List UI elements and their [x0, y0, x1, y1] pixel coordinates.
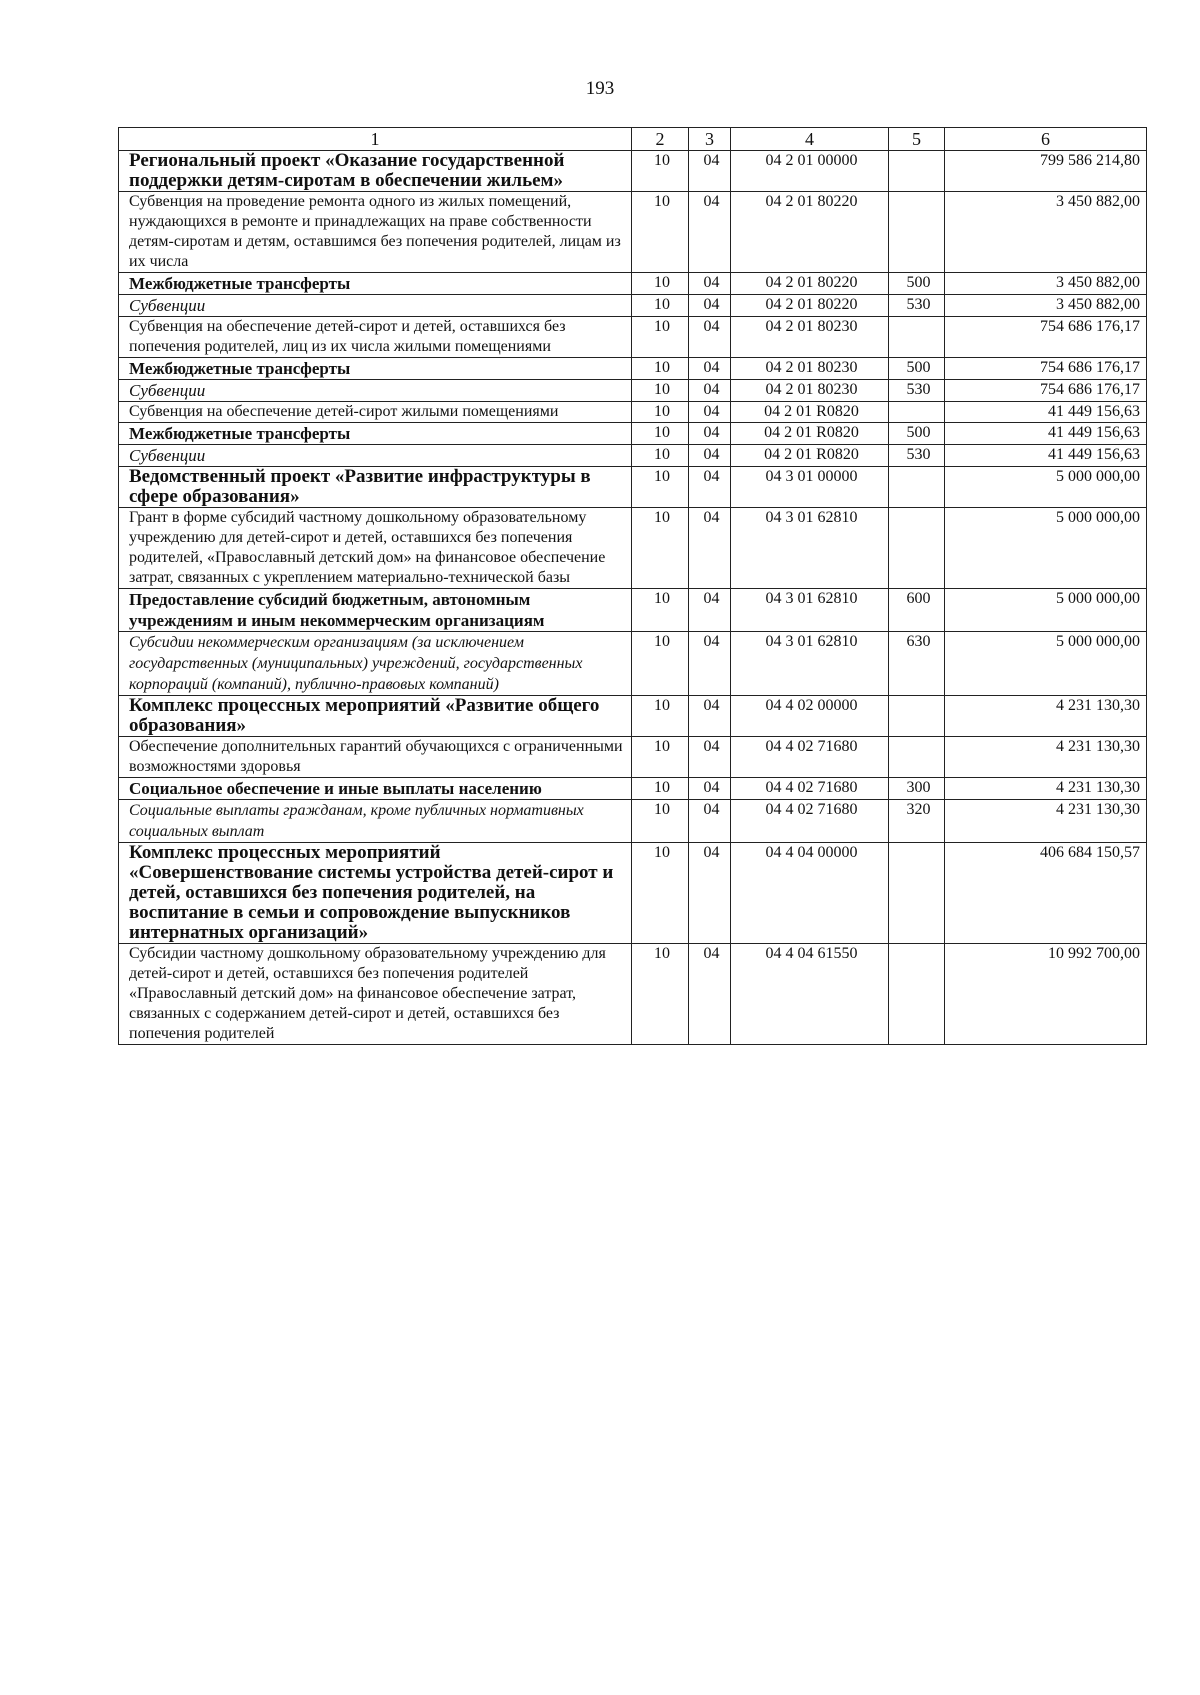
subsection-code: 04 — [689, 944, 731, 1045]
section-code: 10 — [632, 944, 689, 1045]
section-code: 10 — [632, 778, 689, 800]
expense-type-code: 530 — [889, 445, 945, 467]
table-row — [119, 589, 1147, 632]
row-name: Предоставление субсидий бюджетным, автономным учреждениям и иным некоммерческим организациям — [119, 589, 632, 632]
expense-type-code — [889, 467, 945, 508]
row-name: Региональный проект «Оказание государственной поддержки детям-сиротам в обеспечении жильем» — [119, 151, 632, 192]
expense-type-code: 500 — [889, 273, 945, 295]
section-code: 10 — [632, 467, 689, 508]
target-article-code: 04 2 01 R0820 — [731, 445, 889, 467]
row-name: Комплекс процессных мероприятий «Совершенствование системы устройства детей-сирот и детей, оставшихся без попечения родителей, на воспитание в семьи и сопровождение выпускников интернатных организаций» — [119, 843, 632, 944]
table-row — [119, 467, 1147, 508]
target-article-code: 04 2 01 R0820 — [731, 423, 889, 445]
amount: 41 449 156,63 — [945, 402, 1147, 423]
subsection-code: 04 — [689, 192, 731, 273]
page-number: 193 — [585, 78, 615, 99]
amount: 754 686 176,17 — [945, 317, 1147, 358]
amount: 3 450 882,00 — [945, 192, 1147, 273]
target-article-code: 04 3 01 00000 — [731, 467, 889, 508]
table-row — [119, 380, 1147, 402]
subsection-code: 04 — [689, 508, 731, 589]
row-name: Субвенция на проведение ремонта одного из жилых помещений, нуждающихся в ремонте и принадлежащих на праве собственности детям-сиротам и детям, оставшимся без попечения родителей, лицам из их числа — [119, 192, 632, 273]
expense-type-code — [889, 317, 945, 358]
amount: 799 586 214,80 — [945, 151, 1147, 192]
amount: 5 000 000,00 — [945, 589, 1147, 632]
expense-type-code: 300 — [889, 778, 945, 800]
target-article-code: 04 3 01 62810 — [731, 589, 889, 632]
amount: 4 231 130,30 — [945, 800, 1147, 843]
expense-type-code — [889, 944, 945, 1045]
table-row — [119, 944, 1147, 1045]
table-row — [119, 843, 1147, 944]
amount: 754 686 176,17 — [945, 358, 1147, 380]
target-article-code: 04 2 01 80220 — [731, 192, 889, 273]
section-code: 10 — [632, 843, 689, 944]
column-header: 2 — [632, 128, 689, 151]
target-article-code: 04 2 01 00000 — [731, 151, 889, 192]
table-row — [119, 445, 1147, 467]
expense-type-code — [889, 508, 945, 589]
subsection-code: 04 — [689, 778, 731, 800]
amount: 754 686 176,17 — [945, 380, 1147, 402]
target-article-code: 04 2 01 80230 — [731, 317, 889, 358]
subsection-code: 04 — [689, 589, 731, 632]
amount: 3 450 882,00 — [945, 295, 1147, 317]
expense-type-code — [889, 402, 945, 423]
column-header: 4 — [731, 128, 889, 151]
section-code: 10 — [632, 151, 689, 192]
table-row — [119, 295, 1147, 317]
table-row — [119, 737, 1147, 778]
subsection-code: 04 — [689, 843, 731, 944]
amount: 5 000 000,00 — [945, 632, 1147, 696]
section-code: 10 — [632, 358, 689, 380]
subsection-code: 04 — [689, 358, 731, 380]
table-row — [119, 508, 1147, 589]
section-code: 10 — [632, 380, 689, 402]
row-name: Ведомственный проект «Развитие инфраструктуры в сфере образования» — [119, 467, 632, 508]
table-row — [119, 151, 1147, 192]
amount: 3 450 882,00 — [945, 273, 1147, 295]
row-name: Межбюджетные трансферты — [119, 423, 632, 445]
amount: 5 000 000,00 — [945, 508, 1147, 589]
subsection-code: 04 — [689, 151, 731, 192]
row-name: Комплекс процессных мероприятий «Развитие общего образования» — [119, 696, 632, 737]
section-code: 10 — [632, 800, 689, 843]
amount: 4 231 130,30 — [945, 778, 1147, 800]
amount: 406 684 150,57 — [945, 843, 1147, 944]
amount: 5 000 000,00 — [945, 467, 1147, 508]
section-code: 10 — [632, 445, 689, 467]
target-article-code: 04 4 04 61550 — [731, 944, 889, 1045]
row-name: Социальные выплаты гражданам, кроме публичных нормативных социальных выплат — [119, 800, 632, 843]
subsection-code: 04 — [689, 295, 731, 317]
amount: 41 449 156,63 — [945, 445, 1147, 467]
target-article-code: 04 4 02 71680 — [731, 737, 889, 778]
subsection-code: 04 — [689, 380, 731, 402]
row-name: Обеспечение дополнительных гарантий обучающихся с ограниченными возможностями здоровья — [119, 737, 632, 778]
expense-type-code: 500 — [889, 358, 945, 380]
table-row — [119, 632, 1147, 696]
budget-table — [118, 127, 1147, 1045]
section-code: 10 — [632, 317, 689, 358]
section-code: 10 — [632, 696, 689, 737]
target-article-code: 04 4 04 00000 — [731, 843, 889, 944]
section-code: 10 — [632, 423, 689, 445]
table-row — [119, 800, 1147, 843]
column-header: 6 — [945, 128, 1147, 151]
table-row — [119, 423, 1147, 445]
expense-type-code: 530 — [889, 380, 945, 402]
expense-type-code: 320 — [889, 800, 945, 843]
row-name: Субвенция на обеспечение детей-сирот и детей, оставшихся без попечения родителей, лиц из их числа жилыми помещениями — [119, 317, 632, 358]
column-header: 5 — [889, 128, 945, 151]
table-row — [119, 696, 1147, 737]
expense-type-code — [889, 696, 945, 737]
row-name: Социальное обеспечение и иные выплаты населению — [119, 778, 632, 800]
subsection-code: 04 — [689, 467, 731, 508]
target-article-code: 04 2 01 R0820 — [731, 402, 889, 423]
expense-type-code: 600 — [889, 589, 945, 632]
row-name: Субвенции — [119, 445, 632, 467]
table-row — [119, 317, 1147, 358]
table-row — [119, 358, 1147, 380]
target-article-code: 04 4 02 00000 — [731, 696, 889, 737]
section-code: 10 — [632, 192, 689, 273]
target-article-code: 04 3 01 62810 — [731, 508, 889, 589]
expense-type-code — [889, 737, 945, 778]
table-row — [119, 402, 1147, 423]
row-name: Межбюджетные трансферты — [119, 358, 632, 380]
table-row — [119, 778, 1147, 800]
row-name: Грант в форме субсидий частному дошкольному образовательному учреждению для детей-сирот и детей, оставшихся без попечения родителей, «Православный детский дом» на финансовое обеспечение затрат, связанных с укреплением материально-технической базы — [119, 508, 632, 589]
amount: 4 231 130,30 — [945, 737, 1147, 778]
expense-type-code — [889, 151, 945, 192]
section-code: 10 — [632, 632, 689, 696]
expense-type-code: 530 — [889, 295, 945, 317]
row-name: Субвенции — [119, 380, 632, 402]
target-article-code: 04 3 01 62810 — [731, 632, 889, 696]
section-code: 10 — [632, 508, 689, 589]
row-name: Субвенции — [119, 295, 632, 317]
subsection-code: 04 — [689, 423, 731, 445]
target-article-code: 04 4 02 71680 — [731, 778, 889, 800]
subsection-code: 04 — [689, 317, 731, 358]
column-header: 3 — [689, 128, 731, 151]
table-row — [119, 273, 1147, 295]
section-code: 10 — [632, 273, 689, 295]
target-article-code: 04 2 01 80230 — [731, 380, 889, 402]
subsection-code: 04 — [689, 632, 731, 696]
row-name: Субсидии некоммерческим организациям (за исключением государственных (муниципальных) учреждений, государственных корпораций (компаний), публично-правовых компаний) — [119, 632, 632, 696]
expense-type-code — [889, 192, 945, 273]
subsection-code: 04 — [689, 800, 731, 843]
row-name: Субсидии частному дошкольному образовательному учреждению для детей-сирот и детей, оставшихся без попечения родителей «Православный детский дом» на финансовое обеспечение затрат, связанных с содержанием детей-сирот и детей, оставшихся без попечения родителей — [119, 944, 632, 1045]
row-name: Межбюджетные трансферты — [119, 273, 632, 295]
subsection-code: 04 — [689, 273, 731, 295]
table-row — [119, 192, 1147, 273]
header-row — [119, 128, 1147, 151]
expense-type-code: 630 — [889, 632, 945, 696]
target-article-code: 04 2 01 80220 — [731, 273, 889, 295]
row-name: Субвенция на обеспечение детей-сирот жилыми помещениями — [119, 402, 632, 423]
subsection-code: 04 — [689, 696, 731, 737]
expense-type-code — [889, 843, 945, 944]
amount: 4 231 130,30 — [945, 696, 1147, 737]
target-article-code: 04 4 02 71680 — [731, 800, 889, 843]
amount: 41 449 156,63 — [945, 423, 1147, 445]
subsection-code: 04 — [689, 402, 731, 423]
subsection-code: 04 — [689, 445, 731, 467]
section-code: 10 — [632, 402, 689, 423]
section-code: 10 — [632, 589, 689, 632]
section-code: 10 — [632, 737, 689, 778]
expense-type-code: 500 — [889, 423, 945, 445]
subsection-code: 04 — [689, 737, 731, 778]
target-article-code: 04 2 01 80230 — [731, 358, 889, 380]
section-code: 10 — [632, 295, 689, 317]
column-header: 1 — [119, 128, 632, 151]
amount: 10 992 700,00 — [945, 944, 1147, 1045]
target-article-code: 04 2 01 80220 — [731, 295, 889, 317]
